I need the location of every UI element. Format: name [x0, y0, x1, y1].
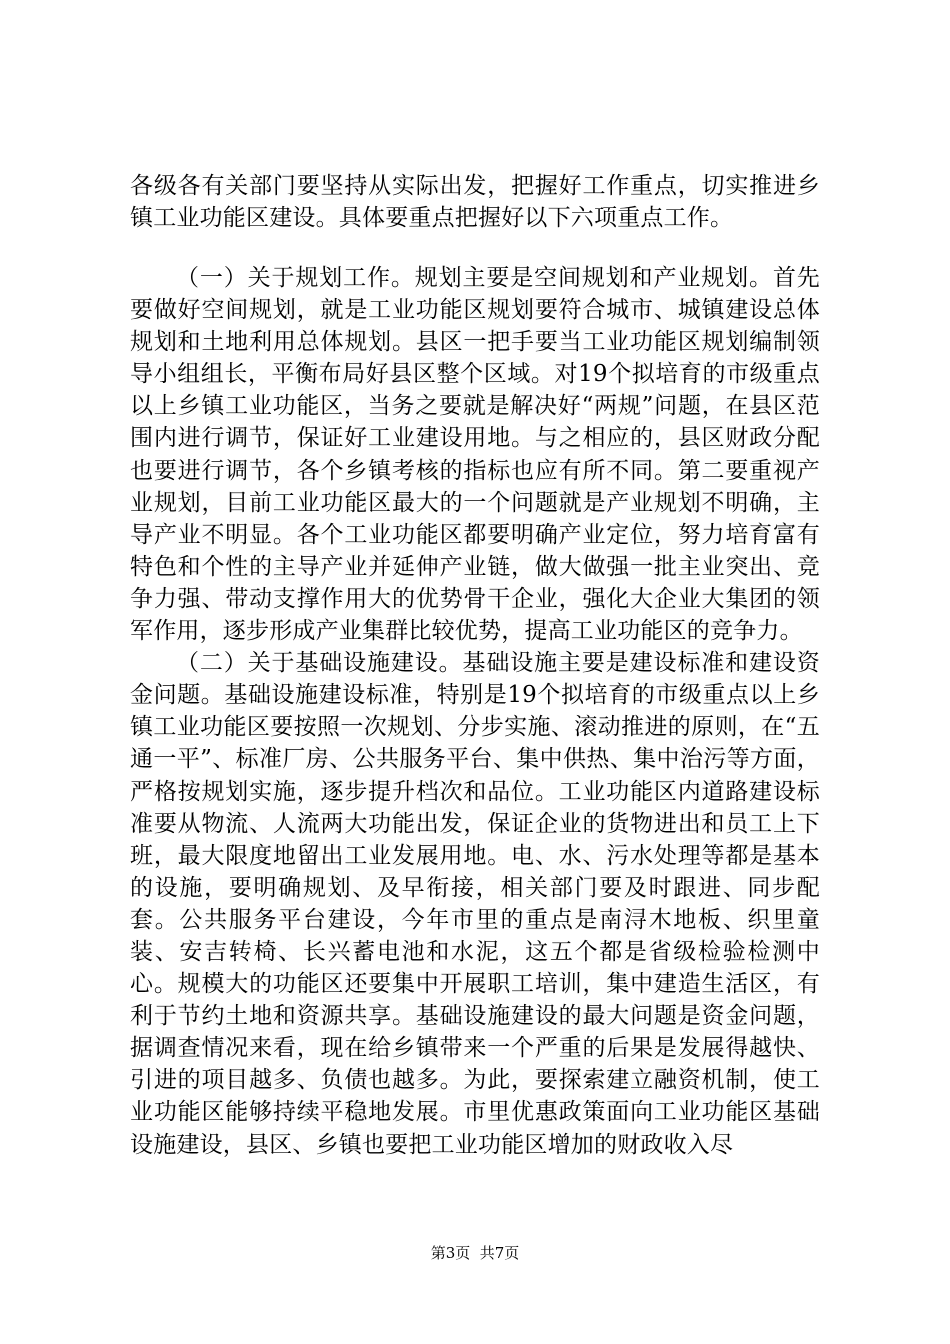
intro-paragraph: 各级各有关部门要坚持从实际出发，把握好工作重点，切实推进乡镇工业功能区建设。具体要重点把握好以下六项重点工作。: [130, 173, 820, 232]
page-number: 第3页 共7页: [430, 1244, 520, 1262]
body-sections: [130, 262, 820, 1161]
section-planning-paragraph: （一）关于规划工作。规划主要是空间规划和产业规划。首先要做好空间规划，就是工业功能区规划要符合城市、城镇建设总体规划和土地利用总体规划。县区一把手要当工业功能区规划编制领导小组组长，平衡布局好县区整个区域。对19个拟培育的市级重点以上乡镇工业功能区，当务之要就是解决好“两规”问题，在县区范围内进行调节，保证好工业建设用地。与之相应的，县区财政分配也要进行调节，各个乡镇考核的指标也应有所不同。第二要重视产业规划，目前工业功能区最大的一个问题就是产业规划不明确，主导产业不明显。各个工业功能区都要明确产业定位，努力培育富有特色和个性的主导产业并延伸产业链，做大做强一批主业突出、竞争力强、带动支撑作用大的优势骨干企业，强化大企业大集团的领军作用，逐步形成产业集群比较优势，提高工业功能区的竞争力。: [130, 265, 820, 645]
section-infrastructure-paragraph: （二）关于基础设施建设。基础设施主要是建设标准和建设资金问题。基础设施建设标准，特别是19个拟培育的市级重点以上乡镇工业功能区要按照一次规划、分步实施、滚动推进的原则，在“五通一平”、标准厂房、公共服务平台、集中供热、集中治污等方面，严格按规划实施，逐步提升档次和品位。工业功能区内道路建设标准要从物流、人流两大功能出发，保证企业的货物进出和员工上下班，最大限度地留出工业发展用地。电、水、污水处理等都是基本的设施，要明确规划、及早衔接，相关部门要及时跟进、同步配套。公共服务平台建设，今年市里的重点是南浔木地板、织里童装、安吉转椅、长兴蓄电池和水泥，这五个都是省级检验检测中心。规模大的功能区还要集中开展职工培训，集中建造生活区，有利于节约土地和资源共享。基础设施建设的最大问题是资金问题，据调查情况来看，现在给乡镇带来一个严重的后果是发展得越快、引进的项目越多、负债也越多。为此，要探索建立融资机制，使工业功能区能够持续平稳地发展。市里优惠政策面向工业功能区基础设施建设，县区、乡镇也要把工业功能区增加的财政收入尽: [130, 650, 820, 1158]
page-footer: [0, 1243, 950, 1263]
